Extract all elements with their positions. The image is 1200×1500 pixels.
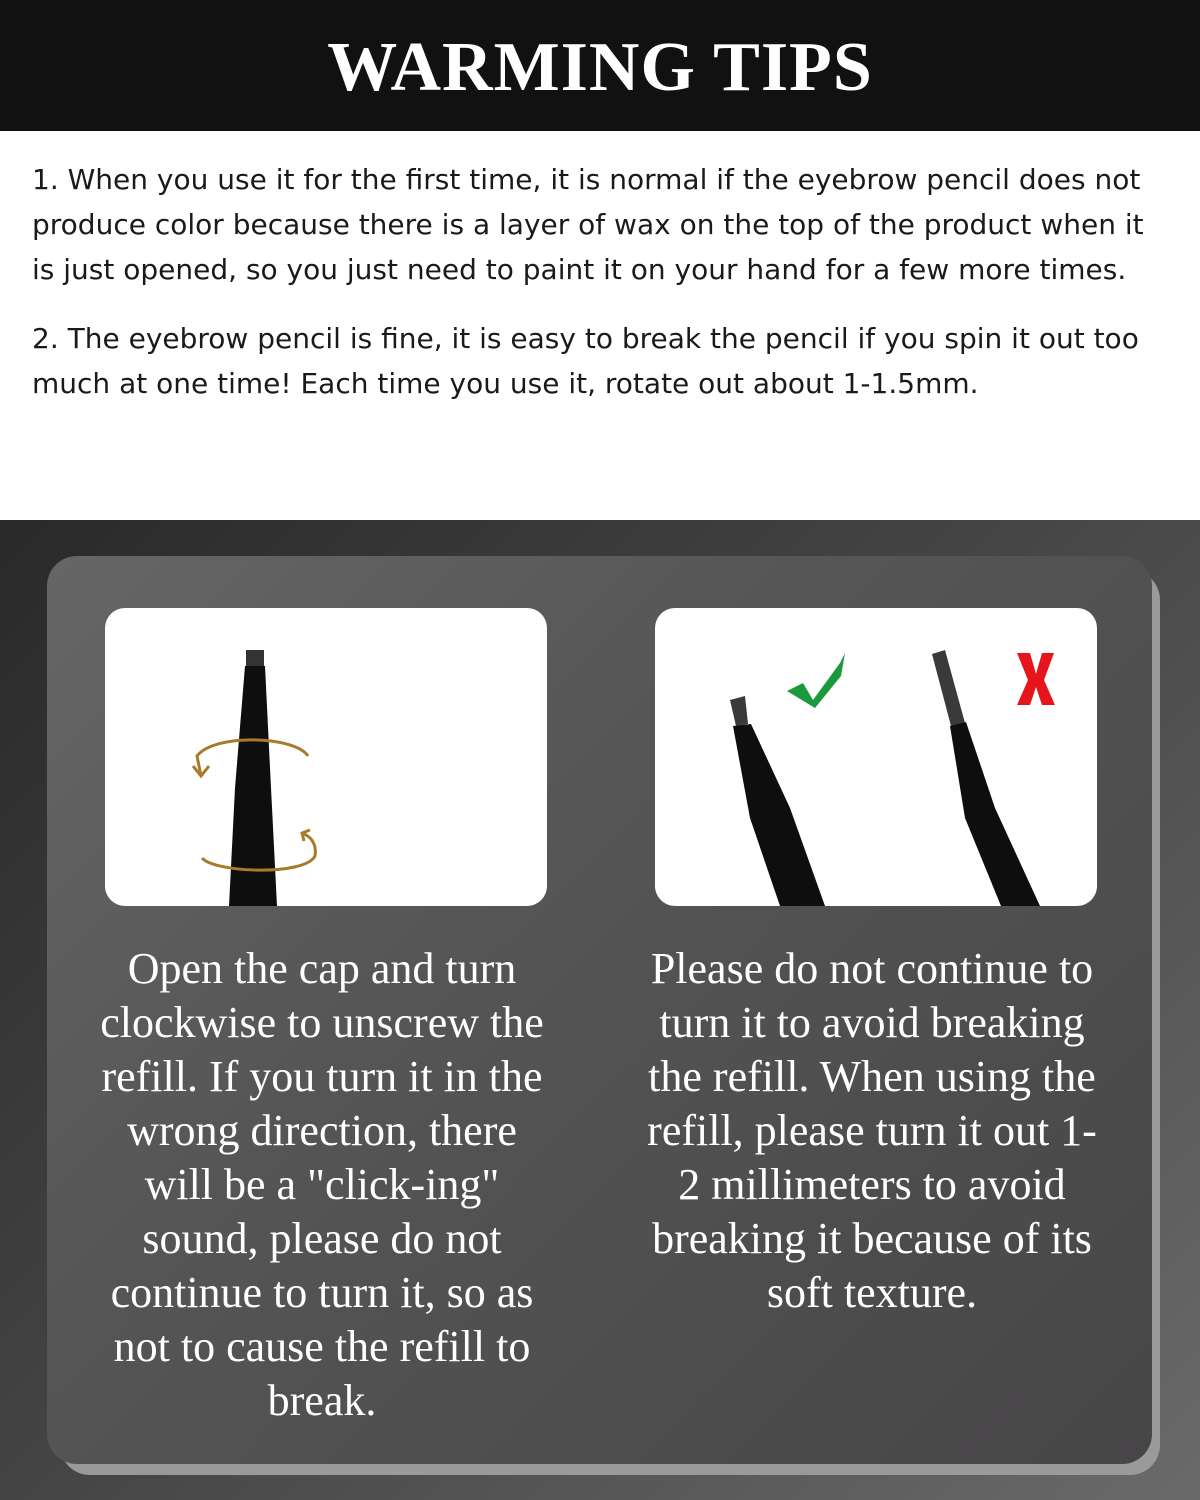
check-icon bbox=[787, 653, 845, 708]
pencil-wrong bbox=[932, 650, 1040, 906]
page-title: WARMING TIPS bbox=[327, 28, 873, 106]
tips-section bbox=[0, 131, 1200, 520]
tip-2: 2. The eyebrow pencil is fine, it is easy to break the pencil if you spin it out too much at one time! Each time you use it, rotate out about 1-1.5mm. bbox=[32, 322, 1139, 400]
caption-avoid-breaking: Please do not continue to turn it to avoid breaking the refill. When using the refill, please turn it out 1-2 millimeters to avoid breaking it because of its soft texture. bbox=[647, 944, 1097, 1317]
caption-unscrew: Open the cap and turn clockwise to unscrew the refill. If you turn it in the wrong direction, there will be a "click-ing" sound, please do not continue to turn it, so as not to cause the refill to break. bbox=[100, 944, 544, 1425]
header-banner bbox=[0, 0, 1200, 131]
rotate-pencil-image bbox=[105, 608, 547, 906]
tip-1: 1. When you use it for the first time, it is normal if the eyebrow pencil does not produce color because there is a layer of wax on the top of the product when it is just opened, so you just need to paint it on your hand for a few more times. bbox=[32, 163, 1144, 286]
pencil-correct bbox=[730, 696, 825, 906]
cross-icon bbox=[1017, 653, 1055, 705]
correct-vs-wrong-image bbox=[655, 608, 1097, 906]
